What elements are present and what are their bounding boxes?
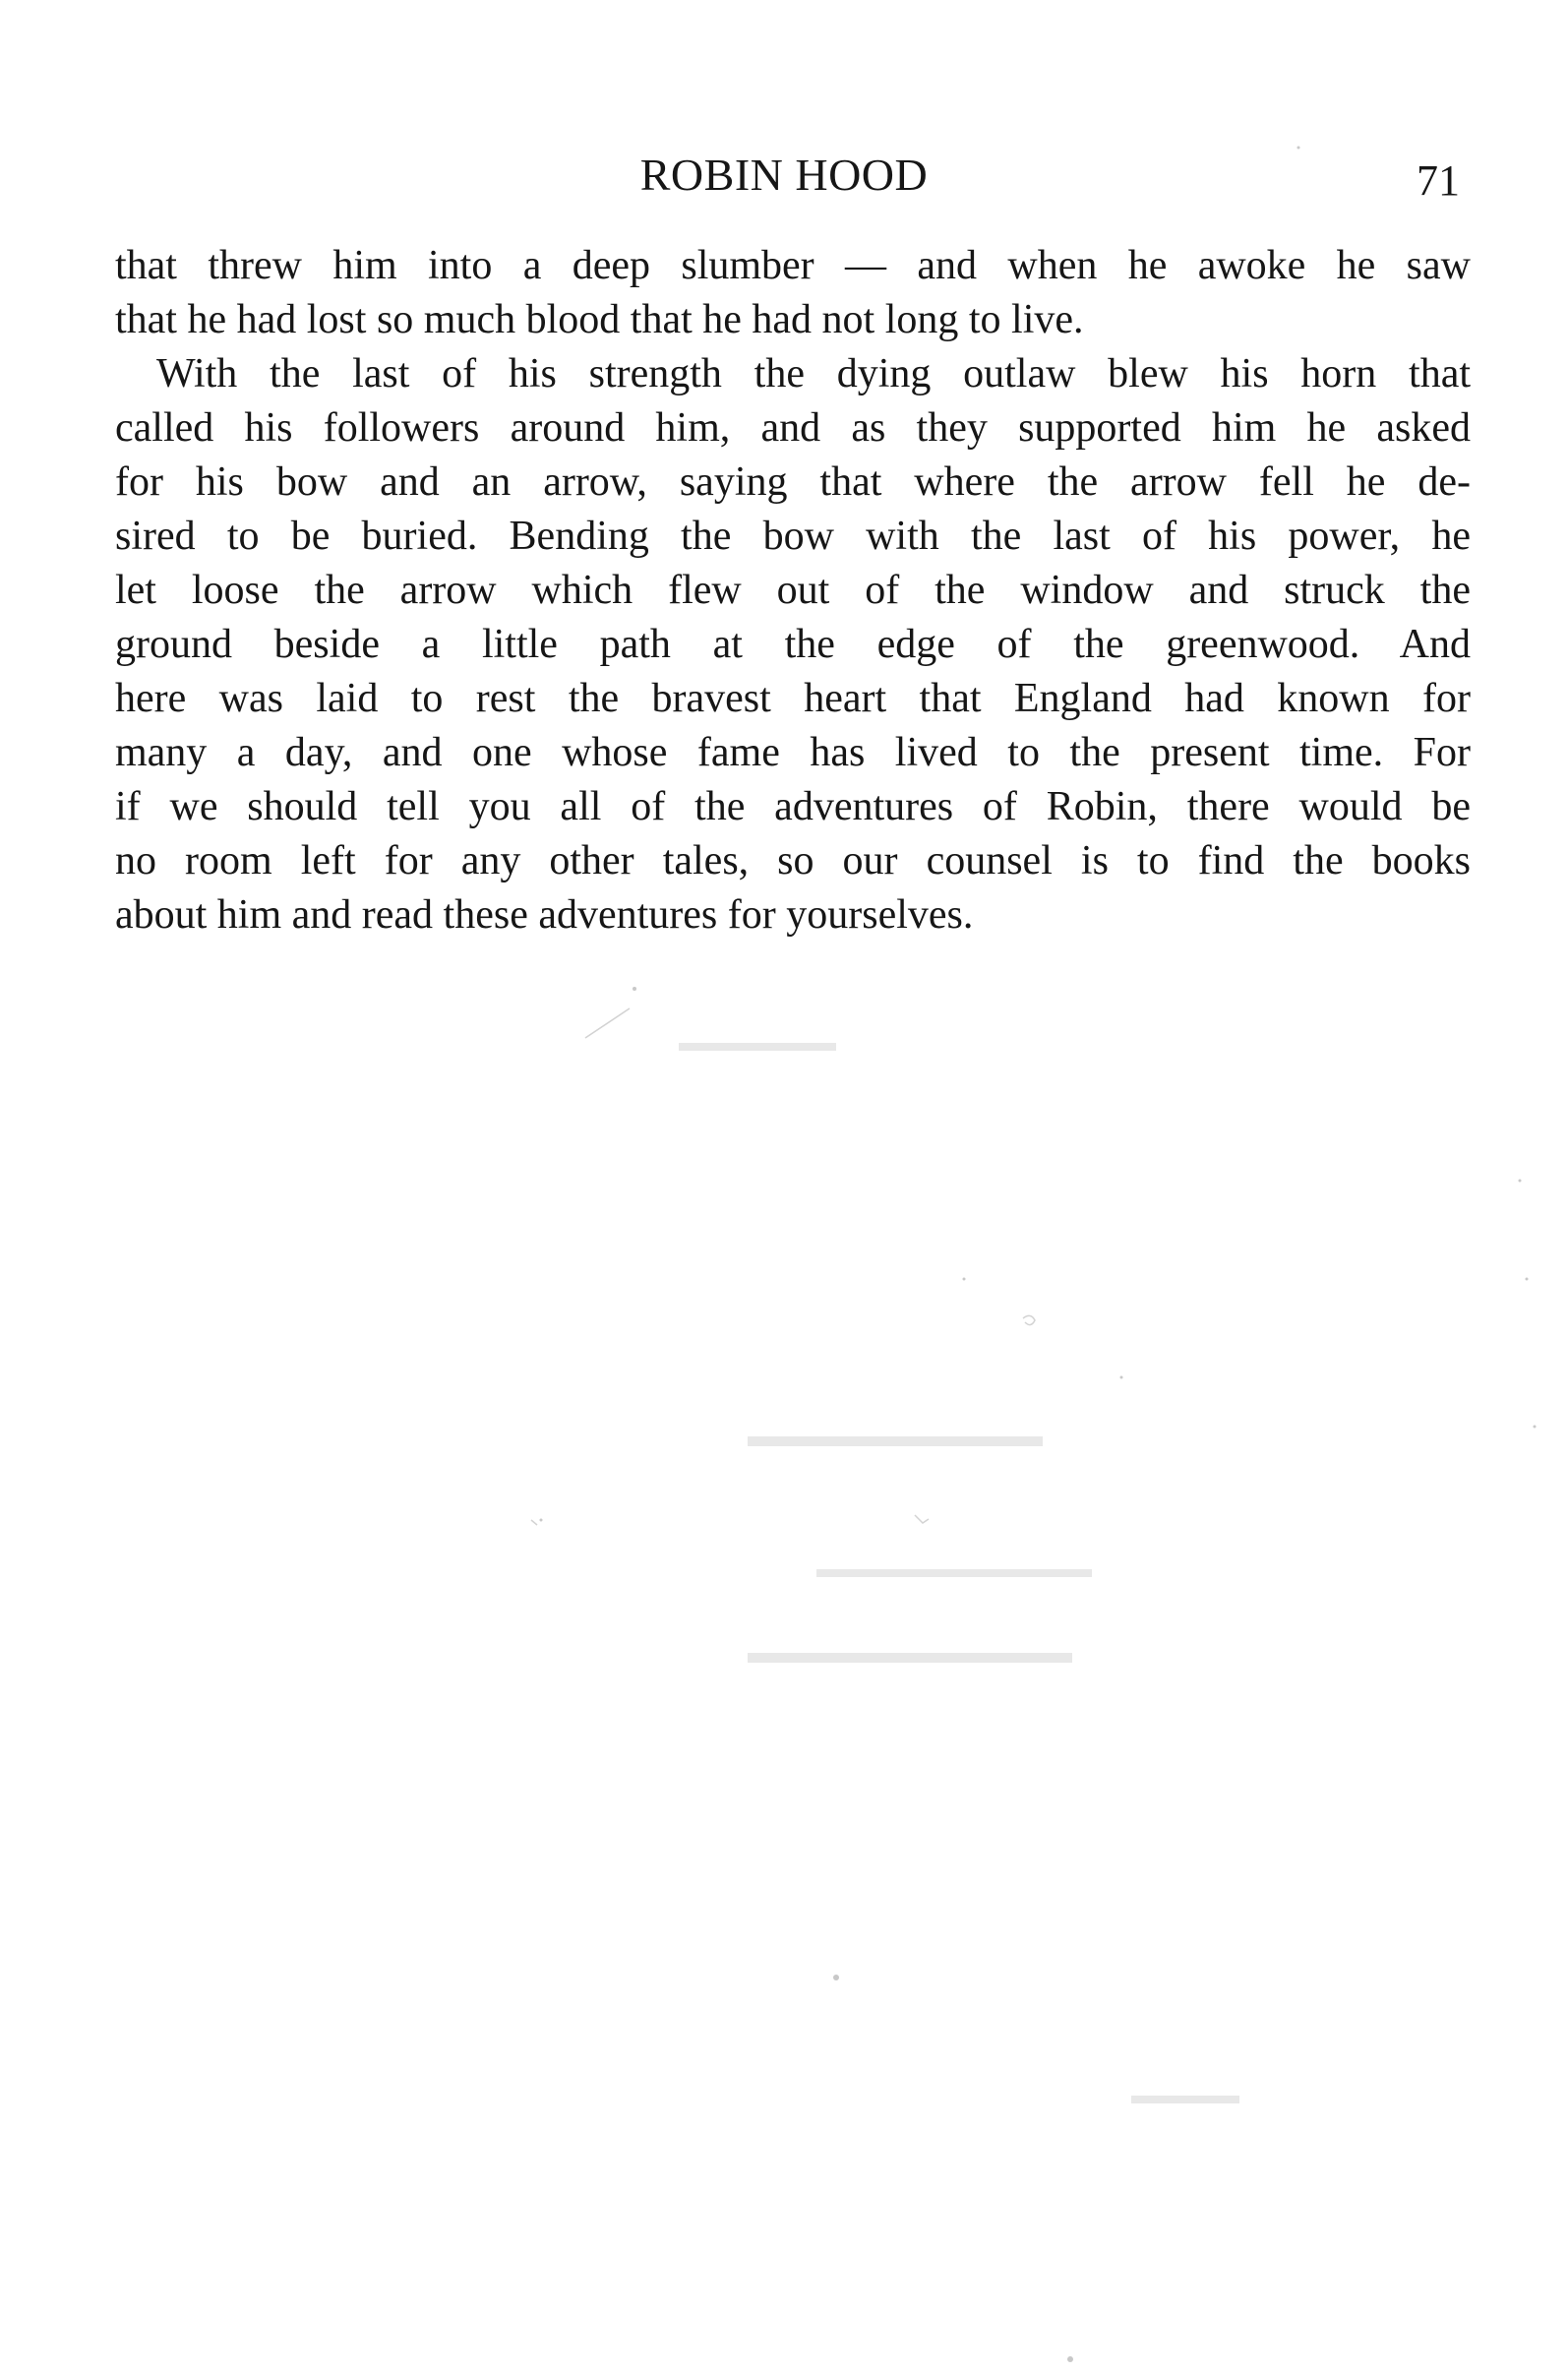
body-text <box>115 239 1471 943</box>
paragraph <box>115 347 1471 943</box>
text-line: no room left for any other tales, so our counsel is to find the books <box>115 838 1471 883</box>
text-line: for his bow and an arrow, saying that where the arrow fell he de- <box>115 459 1471 505</box>
text-line: ground beside a little path at the edge of the greenwood. And <box>115 622 1471 667</box>
text-line: that he had lost so much blood that he had not long to live. <box>115 297 1084 342</box>
text-line: if we should tell you all of the adventures of Robin, there would be <box>115 784 1471 829</box>
running-title: ROBIN HOOD <box>639 150 929 200</box>
text-line: called his followers around him, and as they supported him he asked <box>115 405 1471 451</box>
text-line: let loose the arrow which flew out of the window and struck the <box>115 568 1471 613</box>
text-line: With the last of his strength the dying outlaw blew his horn that <box>156 351 1471 396</box>
text-line: many a day, and one whose fame has lived to the present time. For <box>115 730 1471 775</box>
text-line: that threw him into a deep slumber — and when he awoke he saw <box>115 243 1471 288</box>
paragraph <box>115 239 1471 347</box>
text-line: sired to be buried. Bending the bow with the last of his power, he <box>115 514 1471 559</box>
text-line: about him and read these adventures for yourselves. <box>115 892 974 938</box>
running-head <box>0 148 1568 203</box>
text-line: here was laid to rest the bravest heart that England had known for <box>115 676 1471 721</box>
page-number: 71 <box>1417 156 1460 205</box>
